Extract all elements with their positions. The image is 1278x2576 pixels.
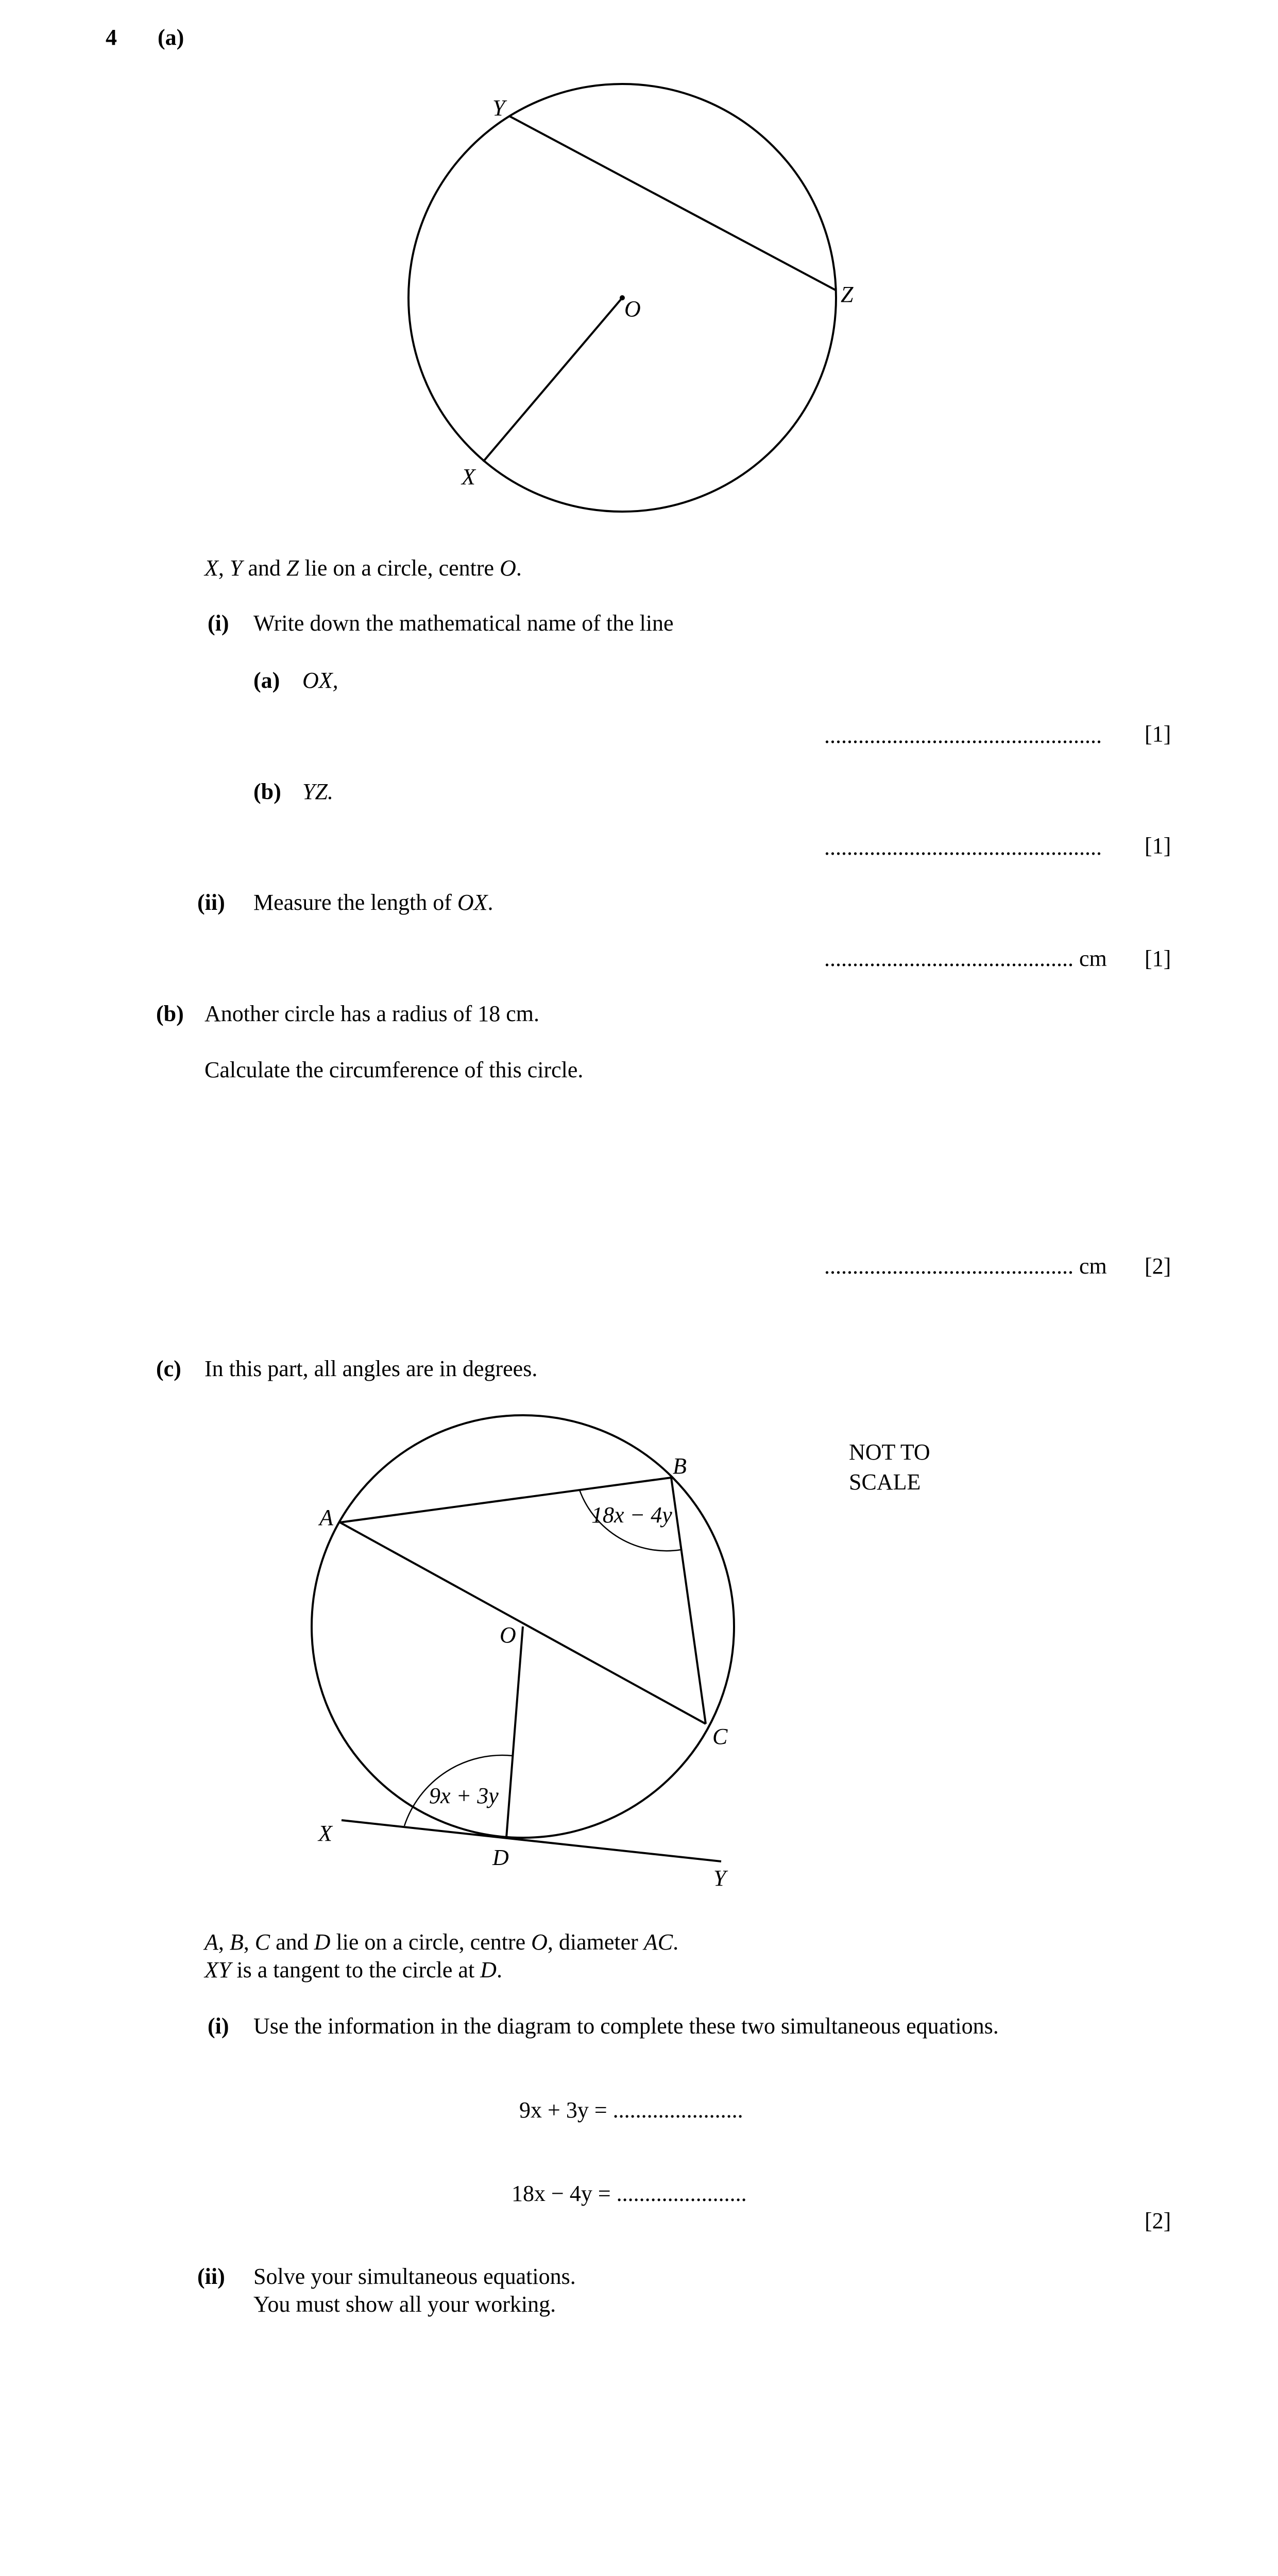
s1-a: A bbox=[205, 1929, 218, 1955]
diameter-ac bbox=[340, 1522, 706, 1724]
s2-xy: XY bbox=[205, 1957, 231, 1982]
s2-d: D bbox=[480, 1957, 497, 1982]
part-a-i-b-text: YZ. bbox=[302, 779, 333, 804]
part-c-ii-line1: Solve your simultaneous equations. bbox=[253, 2264, 576, 2289]
angle-label-d: 9x + 3y bbox=[429, 1783, 499, 1808]
part-b-line2: Calculate the circumference of this circle. bbox=[205, 1057, 584, 1082]
part-a-i-a-text: OX, bbox=[302, 668, 338, 693]
label-z: Z bbox=[841, 282, 854, 307]
part-a-i-label: (i) bbox=[208, 611, 229, 636]
s1-b: B bbox=[229, 1929, 244, 1955]
s2-end: . bbox=[496, 1957, 502, 1982]
ii-text-ox: OX bbox=[457, 890, 488, 915]
stmt-x: X bbox=[205, 555, 218, 581]
s1-c2: , bbox=[243, 1929, 255, 1955]
part-b-label: (b) bbox=[156, 1001, 184, 1026]
circle-diagram-c bbox=[0, 1391, 1278, 1891]
ii-text-pre: Measure the length of bbox=[253, 890, 457, 915]
part-a-i-b-label: (b) bbox=[253, 779, 281, 804]
part-c-label: (c) bbox=[156, 1356, 181, 1381]
answer-line-ox-length[interactable]: ............................................ cm bbox=[824, 946, 1107, 971]
stmt-and: and bbox=[242, 555, 286, 581]
radius-ox bbox=[483, 298, 622, 462]
s1-d: D bbox=[314, 1929, 331, 1955]
stmt-o: O bbox=[500, 555, 516, 581]
s1-c: C bbox=[254, 1929, 270, 1955]
label-o: O bbox=[624, 296, 641, 321]
part-c-i-text: Use the information in the diagram to complete these two simultaneous equations. bbox=[253, 2013, 999, 2039]
part-b-line1: Another circle has a radius of 18 cm. bbox=[205, 1001, 539, 1026]
tangent-xy bbox=[342, 1820, 721, 1861]
circle-diagram-a bbox=[0, 0, 1278, 515]
part-a-i-a-label: (a) bbox=[253, 668, 280, 693]
marks-b: [2] bbox=[1145, 1253, 1171, 1279]
part-a-label: (a) bbox=[158, 25, 184, 50]
question-number: 4 bbox=[106, 25, 117, 50]
s1-end: . bbox=[673, 1929, 679, 1955]
answer-line-circumference[interactable]: ............................................ cm bbox=[824, 1253, 1107, 1279]
label-y-c: Y bbox=[713, 1866, 726, 1891]
marks-c-i: [2] bbox=[1145, 2208, 1171, 2233]
label-a: A bbox=[319, 1505, 333, 1530]
s1-lie: lie on a circle, centre bbox=[330, 1929, 532, 1955]
part-c-intro: In this part, all angles are in degrees. bbox=[205, 1356, 538, 1381]
equation-2[interactable]: 18x − 4y = ....................... bbox=[512, 2181, 747, 2206]
marks-a-i-a: [1] bbox=[1145, 721, 1171, 747]
s1-ac: AC bbox=[643, 1929, 673, 1955]
answer-line-ox[interactable]: ................................................. bbox=[824, 723, 1102, 748]
ii-text-post: . bbox=[487, 890, 493, 915]
part-a-ii-label: (ii) bbox=[197, 890, 225, 915]
s1-o: O bbox=[531, 1929, 548, 1955]
stmt-comma: , bbox=[218, 555, 230, 581]
part-a-statement bbox=[205, 555, 522, 582]
part-c-statement2 bbox=[205, 1957, 502, 1984]
label-o-c: O bbox=[500, 1622, 516, 1648]
label-x: X bbox=[462, 464, 475, 489]
label-c: C bbox=[712, 1724, 728, 1749]
not-to-scale-1: NOT TO bbox=[849, 1439, 930, 1465]
stmt-z: Z bbox=[286, 555, 299, 581]
s1-diam: , diameter bbox=[547, 1929, 644, 1955]
line-bc bbox=[671, 1478, 706, 1724]
s1-and: and bbox=[270, 1929, 314, 1955]
s2-mid: is a tangent to the circle at bbox=[231, 1957, 481, 1982]
stmt-end: . bbox=[516, 555, 522, 581]
part-c-statement1 bbox=[205, 1929, 678, 1956]
answer-line-yz[interactable]: ................................................. bbox=[824, 835, 1102, 860]
part-a-ii-text bbox=[253, 890, 493, 916]
label-x-c: X bbox=[318, 1821, 332, 1846]
label-b: B bbox=[673, 1453, 687, 1479]
label-d: D bbox=[492, 1845, 509, 1870]
angle-label-b: 18x − 4y bbox=[591, 1502, 672, 1528]
stmt-y: Y bbox=[229, 555, 243, 581]
part-c-i-label: (i) bbox=[208, 2013, 229, 2039]
not-to-scale-2: SCALE bbox=[849, 1469, 921, 1495]
part-c-ii-line2: You must show all your working. bbox=[253, 2292, 556, 2317]
stmt-lie: lie on a circle, centre bbox=[299, 555, 500, 581]
marks-a-ii: [1] bbox=[1145, 946, 1171, 971]
marks-a-i-b: [1] bbox=[1145, 833, 1171, 858]
s1-c1: , bbox=[218, 1929, 230, 1955]
radius-od bbox=[506, 1626, 523, 1838]
part-a-i-text: Write down the mathematical name of the line bbox=[253, 611, 674, 636]
equation-1[interactable]: 9x + 3y = ....................... bbox=[519, 2097, 743, 2123]
chord-yz bbox=[510, 116, 836, 290]
part-c-ii-label: (ii) bbox=[197, 2264, 225, 2289]
label-y: Y bbox=[492, 95, 505, 121]
